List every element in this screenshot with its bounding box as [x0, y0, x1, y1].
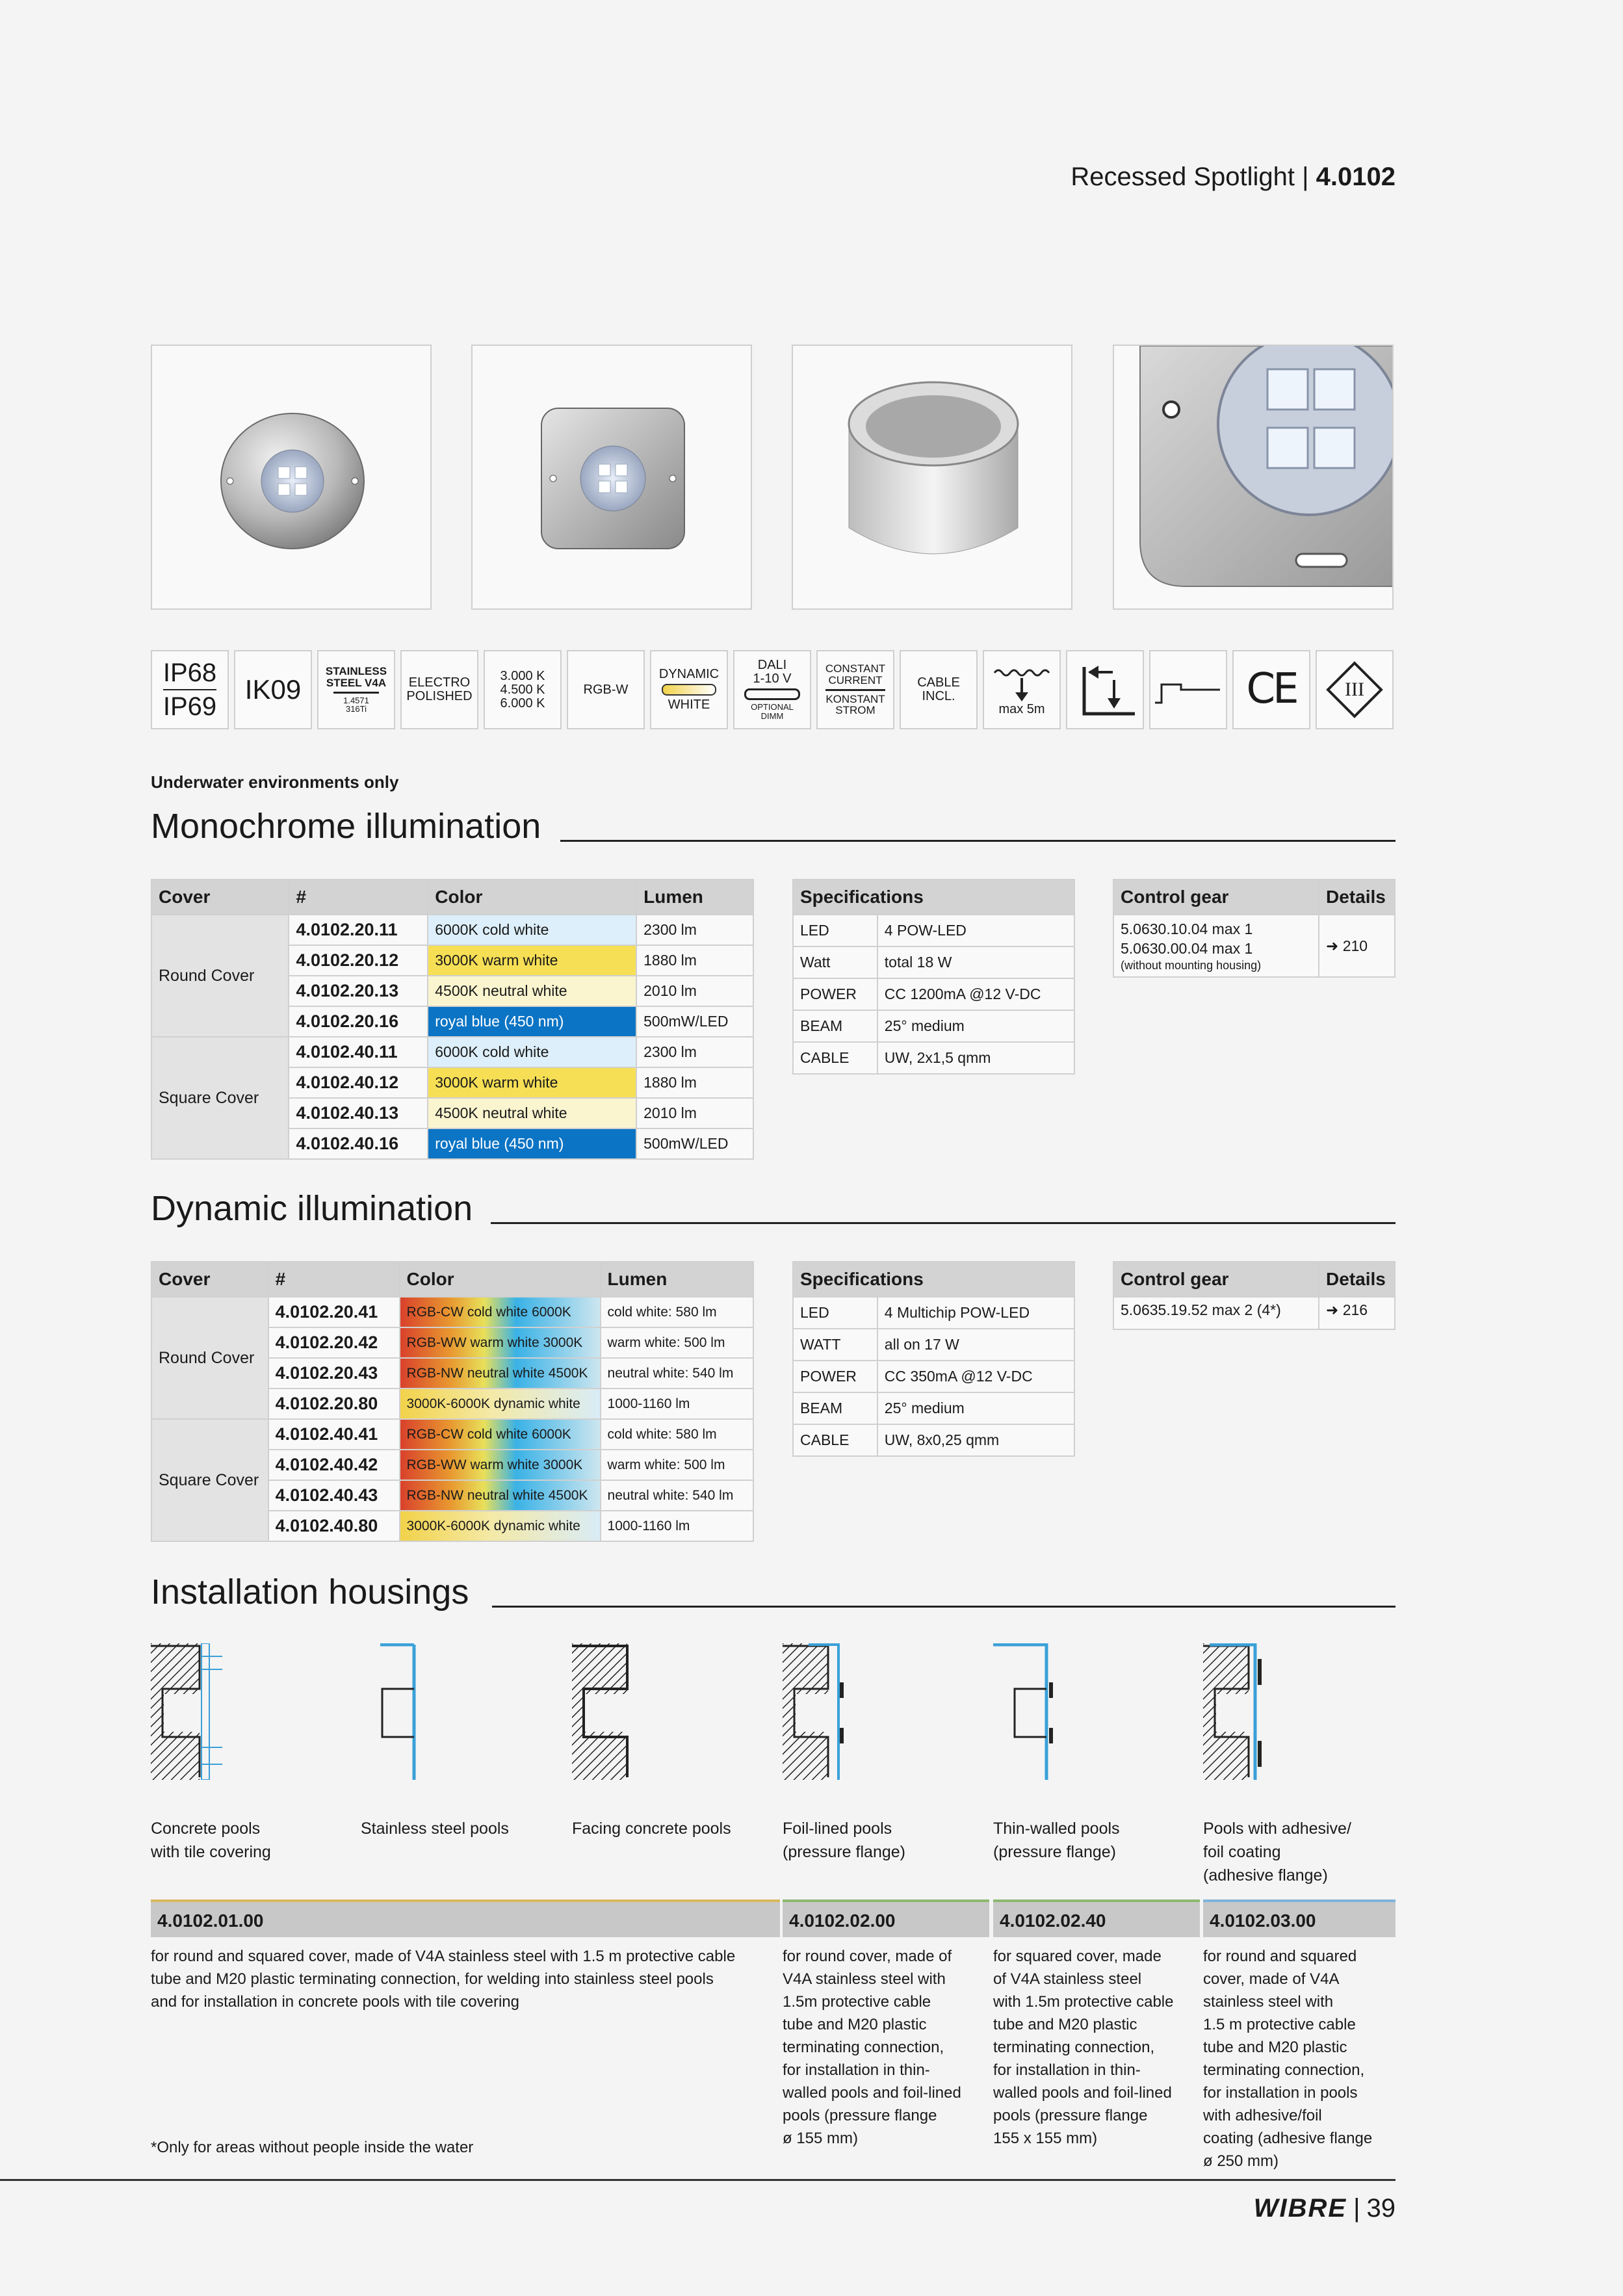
table-row — [151, 1419, 753, 1450]
housings-section-title: Installation housings — [151, 1572, 469, 1611]
spec-value: CC 350mA @12 V-DC — [877, 1361, 1074, 1392]
spec-row — [793, 1424, 1074, 1456]
stainless-steel-icon: STAINLESS STEEL V4A 1.4571 316Ti — [317, 650, 395, 729]
mono-title-rule — [560, 840, 1396, 842]
stainless-steel-pool-housing-drawing — [361, 1643, 432, 1783]
thin-walled-pool-housing-drawing — [993, 1643, 1065, 1783]
details-link[interactable]: ➜ 216 — [1319, 1297, 1395, 1329]
cable-included-icon: CABLE INCL. — [900, 650, 978, 729]
control-gear-cell: 5.0635.19.52 max 2 (4*) — [1113, 1297, 1319, 1329]
housings-title-rule — [492, 1606, 1396, 1608]
spec-row — [793, 1392, 1074, 1424]
lumen-cell: 1880 lm — [636, 945, 753, 976]
lumen-cell: cold white: 580 lm — [601, 1419, 753, 1450]
table-header-row — [151, 1262, 753, 1297]
color-cell: 3000K warm white — [428, 945, 636, 976]
housing-description: for round and squared cover, made of V4A stainless steel with 1.5 m protective cable tube and M20 plastic terminating connection, for installation in pools with adhesive/foil coating (adhesive flange ø 250 mm) — [1203, 1948, 1373, 2170]
spec-key: LED — [793, 1297, 877, 1329]
control-gear-header: Control gear — [1113, 880, 1319, 915]
table-row — [151, 1297, 753, 1327]
spec-key: CABLE — [793, 1042, 877, 1074]
housing-code-bar: 4.0102.02.40 — [993, 1899, 1200, 1937]
color-cell: 6000K cold white — [428, 1037, 636, 1067]
spec-row — [793, 1297, 1074, 1329]
column-header: Cover — [151, 880, 289, 915]
lumen-cell: neutral white: 540 lm — [601, 1358, 753, 1389]
color-cell: RGB-WW warm white 3000K — [400, 1450, 601, 1480]
dali-icon: DALI 1-10 V OPTIONAL DIMM — [733, 650, 811, 729]
housing-type-label: Thin-walled pools (pressure flange) — [993, 1820, 1120, 1861]
lumen-cell: 500mW/LED — [636, 1128, 753, 1159]
housing-type-label: Concrete pools with tile covering — [151, 1820, 271, 1861]
product-image-housing — [792, 345, 1072, 610]
spec-row — [793, 1361, 1074, 1392]
spec-value: all on 17 W — [877, 1329, 1074, 1361]
column-header: Cover — [151, 1262, 268, 1297]
spec-key: POWER — [793, 978, 877, 1010]
housing-code-bar: 4.0102.02.00 — [783, 1899, 989, 1937]
dyn-control-gear-table — [1113, 1261, 1396, 1330]
specs-header: Specifications — [793, 880, 1074, 915]
spec-row — [793, 946, 1074, 978]
product-image-round-cover — [151, 345, 432, 610]
product-number: 4.0102.40.80 — [268, 1511, 400, 1541]
spec-row — [793, 1329, 1074, 1361]
dynamic-white-icon: DYNAMIC WHITE — [650, 650, 728, 729]
lumen-cell: 2010 lm — [636, 1098, 753, 1128]
flush-mount-icon — [1149, 650, 1227, 729]
product-number: 4.0102.20.42 — [268, 1327, 400, 1358]
housing-description: for round and squared cover, made of V4A stainless steel with 1.5 m protective cable tube and M20 plastic terminating connection, for welding into stainless steel pools and for installation in concrete pools with tile covering — [151, 1948, 736, 2011]
footnote: *Only for areas without people inside the water — [151, 2139, 474, 2156]
max-depth-icon: max 5m — [983, 650, 1061, 729]
spec-value: CC 1200mA @12 V-DC — [877, 978, 1074, 1010]
column-header: Lumen — [636, 880, 753, 915]
color-cell: royal blue (450 nm) — [428, 1006, 636, 1037]
product-number: 4.0102.40.41 — [268, 1419, 400, 1450]
spec-row — [793, 978, 1074, 1010]
control-gear-header: Control gear — [1113, 1262, 1319, 1297]
dyn-specs-table — [792, 1261, 1075, 1457]
spec-row — [793, 1010, 1074, 1042]
color-cell: RGB-NW neutral white 4500K — [400, 1358, 601, 1389]
rgbw-icon: RGB-W — [567, 650, 645, 729]
product-number: 4.0102.20.80 — [268, 1389, 400, 1419]
color-cell: RGB-CW cold white 6000K — [400, 1297, 601, 1327]
lumen-cell: cold white: 580 lm — [601, 1297, 753, 1327]
cover-cell: Round Cover — [151, 915, 289, 1037]
column-header: # — [268, 1262, 400, 1297]
impact-rating-icon: IK09 — [234, 650, 312, 729]
product-number: 4.0102.20.16 — [289, 1006, 428, 1037]
protection-class-iii-icon: III — [1316, 650, 1394, 729]
ce-mark-icon: CE — [1232, 650, 1310, 729]
lumen-cell: 500mW/LED — [636, 1006, 753, 1037]
product-number: 4.0102.40.42 — [268, 1450, 400, 1480]
color-cell: 3000K-6000K dynamic white — [400, 1389, 601, 1419]
housing-code-bar: 4.0102.01.00 — [151, 1899, 780, 1937]
dyn-title-rule — [491, 1222, 1396, 1224]
product-number: 4.0102.20.13 — [289, 976, 428, 1006]
product-number: 4.0102.40.12 — [289, 1067, 428, 1098]
control-gear-row — [1113, 1297, 1395, 1329]
color-cell: RGB-NW neutral white 4500K — [400, 1480, 601, 1511]
spec-key: CABLE — [793, 1424, 877, 1456]
product-number: 4.0102.40.11 — [289, 1037, 428, 1067]
table-row — [151, 915, 753, 945]
column-header: Color — [428, 880, 636, 915]
lumen-cell: warm white: 500 lm — [601, 1327, 753, 1358]
housing-description: for round cover, made of V4A stainless steel with 1.5m protective cable tube and M20 plastic terminating connection, for installation in thin- walled pools and foil-lined pools (pressure flange ø 155 mm) — [783, 1948, 961, 2147]
column-header: Color — [400, 1262, 601, 1297]
spec-value: 4 POW-LED — [877, 915, 1074, 946]
spec-value: total 18 W — [877, 946, 1074, 978]
spec-value: UW, 8x0,25 qmm — [877, 1424, 1074, 1456]
spec-row — [793, 1042, 1074, 1074]
product-number: 4.0102.40.13 — [289, 1098, 428, 1128]
product-number: 4.0102.40.43 — [268, 1480, 400, 1511]
spec-value: 4 Multichip POW-LED — [877, 1297, 1074, 1329]
mono-control-gear-table — [1113, 879, 1396, 978]
housing-type-label: Foil-lined pools (pressure flange) — [783, 1820, 905, 1861]
spec-key: BEAM — [793, 1010, 877, 1042]
housing-type-label: Stainless steel pools — [361, 1820, 509, 1838]
page-number: 39 — [1366, 2194, 1396, 2223]
color-cell: 4500K neutral white — [428, 976, 636, 1006]
product-number: 4.0102.20.11 — [289, 915, 428, 945]
details-header: Details — [1319, 1262, 1395, 1297]
facing-concrete-pool-housing-drawing — [572, 1643, 643, 1783]
color-cell: 3000K-6000K dynamic white — [400, 1511, 601, 1541]
usage-note: Underwater environments only — [151, 772, 399, 792]
product-image-square-cover — [471, 345, 752, 610]
lumen-cell: 1880 lm — [636, 1067, 753, 1098]
product-number: 4.0102.20.43 — [268, 1358, 400, 1389]
details-link[interactable]: ➜ 210 — [1319, 915, 1395, 977]
color-cell: RGB-CW cold white 6000K — [400, 1419, 601, 1450]
electro-polished-icon: ELECTRO POLISHED — [400, 650, 478, 729]
mono-section-title: Monochrome illumination — [151, 807, 541, 846]
product-number: 4.0102.40.16 — [289, 1128, 428, 1159]
concrete-pool-housing-drawing — [151, 1643, 222, 1783]
spec-key: LED — [793, 915, 877, 946]
mono-specs-table — [792, 879, 1075, 1075]
product-number: 4.0102.20.12 — [289, 945, 428, 976]
spec-row — [793, 915, 1074, 946]
mono-product-table — [151, 879, 754, 1160]
spec-value: 25° medium — [877, 1010, 1074, 1042]
spec-key: Watt — [793, 946, 877, 978]
dyn-section-title: Dynamic illumination — [151, 1189, 473, 1228]
lumen-cell: 2300 lm — [636, 1037, 753, 1067]
constant-current-icon: CONSTANT CURRENT KONSTANT STROM — [816, 650, 894, 729]
spec-key: POWER — [793, 1361, 877, 1392]
foil-lined-pool-housing-drawing — [783, 1643, 854, 1783]
color-cell: 3000K warm white — [428, 1067, 636, 1098]
spec-key: WATT — [793, 1329, 877, 1361]
lumen-cell: 2300 lm — [636, 915, 753, 945]
cover-cell: Round Cover — [151, 1297, 268, 1419]
brand-logo: WIBRE — [1253, 2194, 1347, 2223]
housing-description: for squared cover, made of V4A stainless steel with 1.5m protective cable tube and M20 plastic terminating connection, for installation in thin- walled pools and foil-lined pools (pressure flange 155 x 155 mm) — [993, 1948, 1174, 2147]
spec-key: BEAM — [793, 1392, 877, 1424]
color-cell: royal blue (450 nm) — [428, 1128, 636, 1159]
spec-value: UW, 2x1,5 qmm — [877, 1042, 1074, 1074]
mounting-direction-icon — [1066, 650, 1144, 729]
lumen-cell: 1000-1160 lm — [601, 1389, 753, 1419]
lumen-cell: neutral white: 540 lm — [601, 1480, 753, 1511]
product-number: 4.0102.20.41 — [268, 1297, 400, 1327]
control-gear-cell: 5.0630.10.04 max 1 5.0630.00.04 max 1 (without mounting housing) — [1113, 915, 1319, 977]
spec-value: 25° medium — [877, 1392, 1074, 1424]
adhesive-foil-pool-housing-drawing — [1203, 1643, 1275, 1783]
product-image-detail — [1113, 345, 1394, 610]
cover-cell: Square Cover — [151, 1419, 268, 1541]
housing-type-label: Pools with adhesive/ foil coating (adhesive flange) — [1203, 1820, 1351, 1885]
control-gear-row — [1113, 915, 1395, 977]
specs-header: Specifications — [793, 1262, 1074, 1297]
lumen-cell: warm white: 500 lm — [601, 1450, 753, 1480]
ip-rating-icon: IP68 IP69 — [151, 650, 229, 729]
lumen-cell: 2010 lm — [636, 976, 753, 1006]
column-header: # — [289, 880, 428, 915]
details-header: Details — [1319, 880, 1395, 915]
page-footer: WIBRE | 39 — [1253, 2194, 1396, 2223]
color-cell: 4500K neutral white — [428, 1098, 636, 1128]
cover-cell: Square Cover — [151, 1037, 289, 1159]
color-cell: RGB-WW warm white 3000K — [400, 1327, 601, 1358]
page-title: Recessed Spotlight | 4.0102 — [1071, 163, 1396, 191]
column-header: Lumen — [601, 1262, 753, 1297]
lumen-cell: 1000-1160 lm — [601, 1511, 753, 1541]
color-cell: 6000K cold white — [428, 915, 636, 945]
housing-type-label: Facing concrete pools — [572, 1820, 731, 1838]
footer-rule — [0, 2179, 1396, 2181]
table-header-row — [151, 880, 753, 915]
housing-code-bar: 4.0102.03.00 — [1203, 1899, 1396, 1937]
product-code: 4.0102 — [1316, 163, 1396, 191]
color-temperature-icon: 3.000 K 4.500 K 6.000 K — [484, 650, 562, 729]
dyn-product-table — [151, 1261, 754, 1542]
table-row — [151, 1037, 753, 1067]
